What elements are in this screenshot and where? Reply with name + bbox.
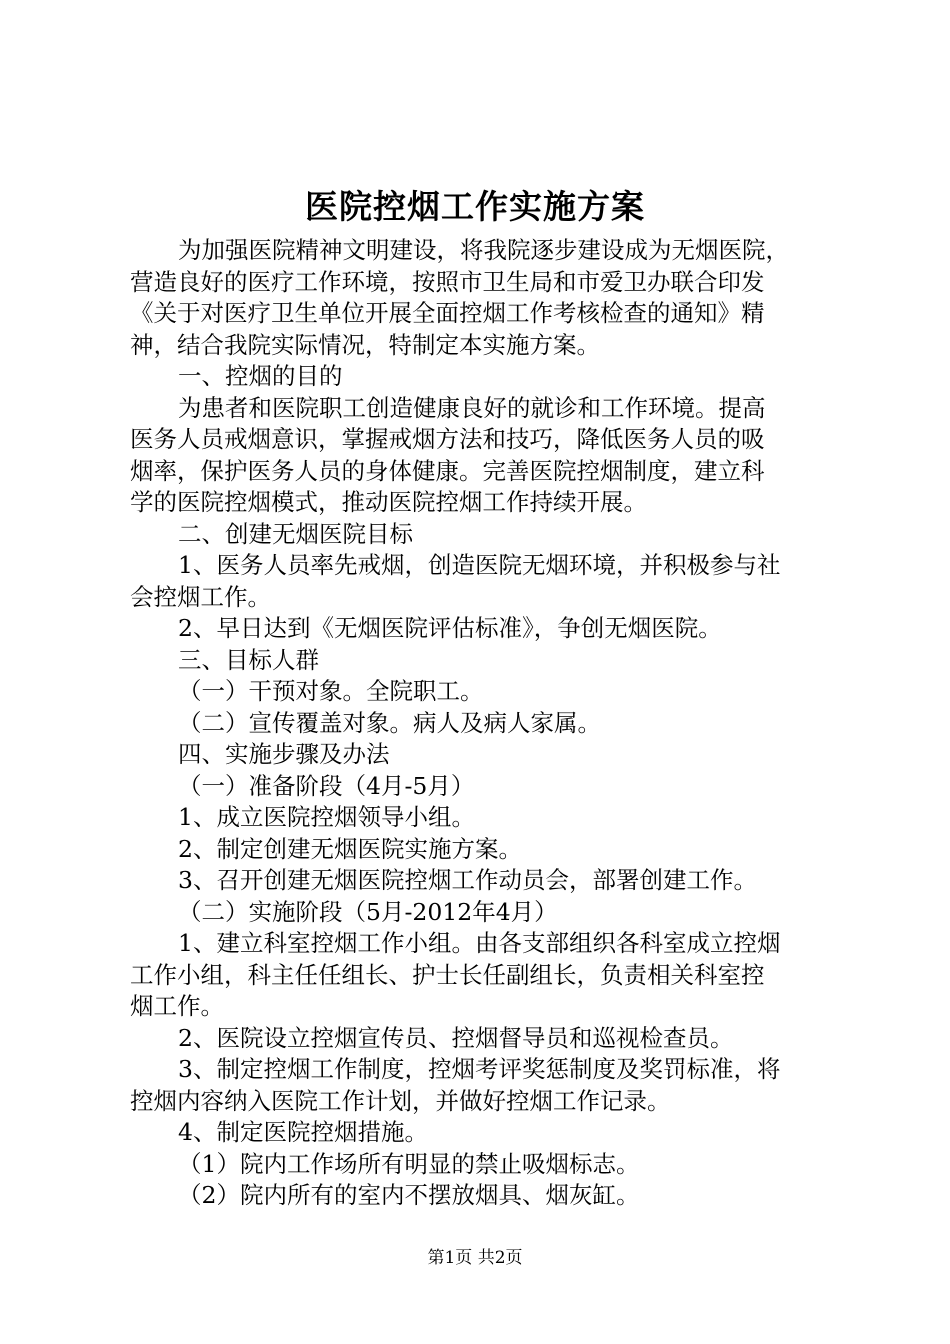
body-line: 4、制定医院控烟措施。 xyxy=(178,1118,428,1146)
body-line: 2、早日达到《无烟医院评估标准》，争创无烟医院。 xyxy=(178,614,722,642)
body-line: （二）宣传覆盖对象。病人及病人家属。 xyxy=(178,708,601,737)
body-line: 一、控烟的目的 xyxy=(178,362,343,390)
body-line: 神，结合我院实际情况，特制定本实施方案。 xyxy=(130,330,600,359)
body-line: 为患者和医院职工创造健康良好的就诊和工作环境。提高 xyxy=(178,393,766,422)
body-line: 控烟内容纳入医院工作计划，并做好控烟工作记录。 xyxy=(130,1086,671,1115)
body-line: 四、实施步骤及办法 xyxy=(178,740,390,768)
body-line: 工作小组，科主任任组长、护士长任副组长，负责相关科室控 xyxy=(130,960,765,989)
body-line: 营造良好的医疗工作环境，按照市卫生局和市爱卫办联合印发 xyxy=(130,267,765,296)
body-line: （1）院内工作场所有明显的禁止吸烟标志。 xyxy=(178,1149,640,1178)
body-line: 为加强医院精神文明建设，将我院逐步建设成为无烟医院， xyxy=(178,236,789,264)
body-line: （一）准备阶段（4月-5月） xyxy=(178,771,475,800)
page-footer: 第1页 共2页 xyxy=(427,1248,523,1268)
body-line: 学的医院控烟模式，推动医院控烟工作持续开展。 xyxy=(130,488,647,516)
body-line: 二、创建无烟医院目标 xyxy=(178,519,413,548)
body-line: （一）干预对象。全院职工。 xyxy=(178,677,484,705)
body-line: 烟率，保护医务人员的身体健康。完善医院控烟制度，建立科 xyxy=(130,456,765,485)
body-line: 会控烟工作。 xyxy=(130,582,271,611)
body-line: 1、医务人员率先戒烟，创造医院无烟环境，并积极参与社 xyxy=(178,551,781,579)
body-line: （二）实施阶段（5月-2012年4月） xyxy=(178,897,558,926)
body-line: 3、制定控烟工作制度，控烟考评奖惩制度及奖罚标准，将 xyxy=(178,1055,781,1083)
document-body xyxy=(130,235,832,1212)
body-line: 三、目标人群 xyxy=(178,645,319,674)
body-line: （2）院内所有的室内不摆放烟具、烟灰缸。 xyxy=(178,1181,640,1209)
body-line: 医务人员戒烟意识，掌握戒烟方法和技巧，降低医务人员的吸 xyxy=(130,425,765,453)
body-line: 1、成立医院控烟领导小组。 xyxy=(178,803,475,831)
document-title: 医院控烟工作实施方案 xyxy=(305,187,645,226)
body-line: 2、医院设立控烟宣传员、控烟督导员和巡视检查员。 xyxy=(178,1023,734,1052)
body-line: 《关于对医疗卫生单位开展全面控烟工作考核检查的通知》精 xyxy=(130,299,765,327)
body-line: 2、制定创建无烟医院实施方案。 xyxy=(178,834,522,863)
body-line: 3、召开创建无烟医院控烟工作动员会，部署创建工作。 xyxy=(178,866,757,894)
body-line: 1、建立科室控烟工作小组。由各支部组织各科室成立控烟 xyxy=(178,929,781,957)
body-line: 烟工作。 xyxy=(130,992,224,1020)
